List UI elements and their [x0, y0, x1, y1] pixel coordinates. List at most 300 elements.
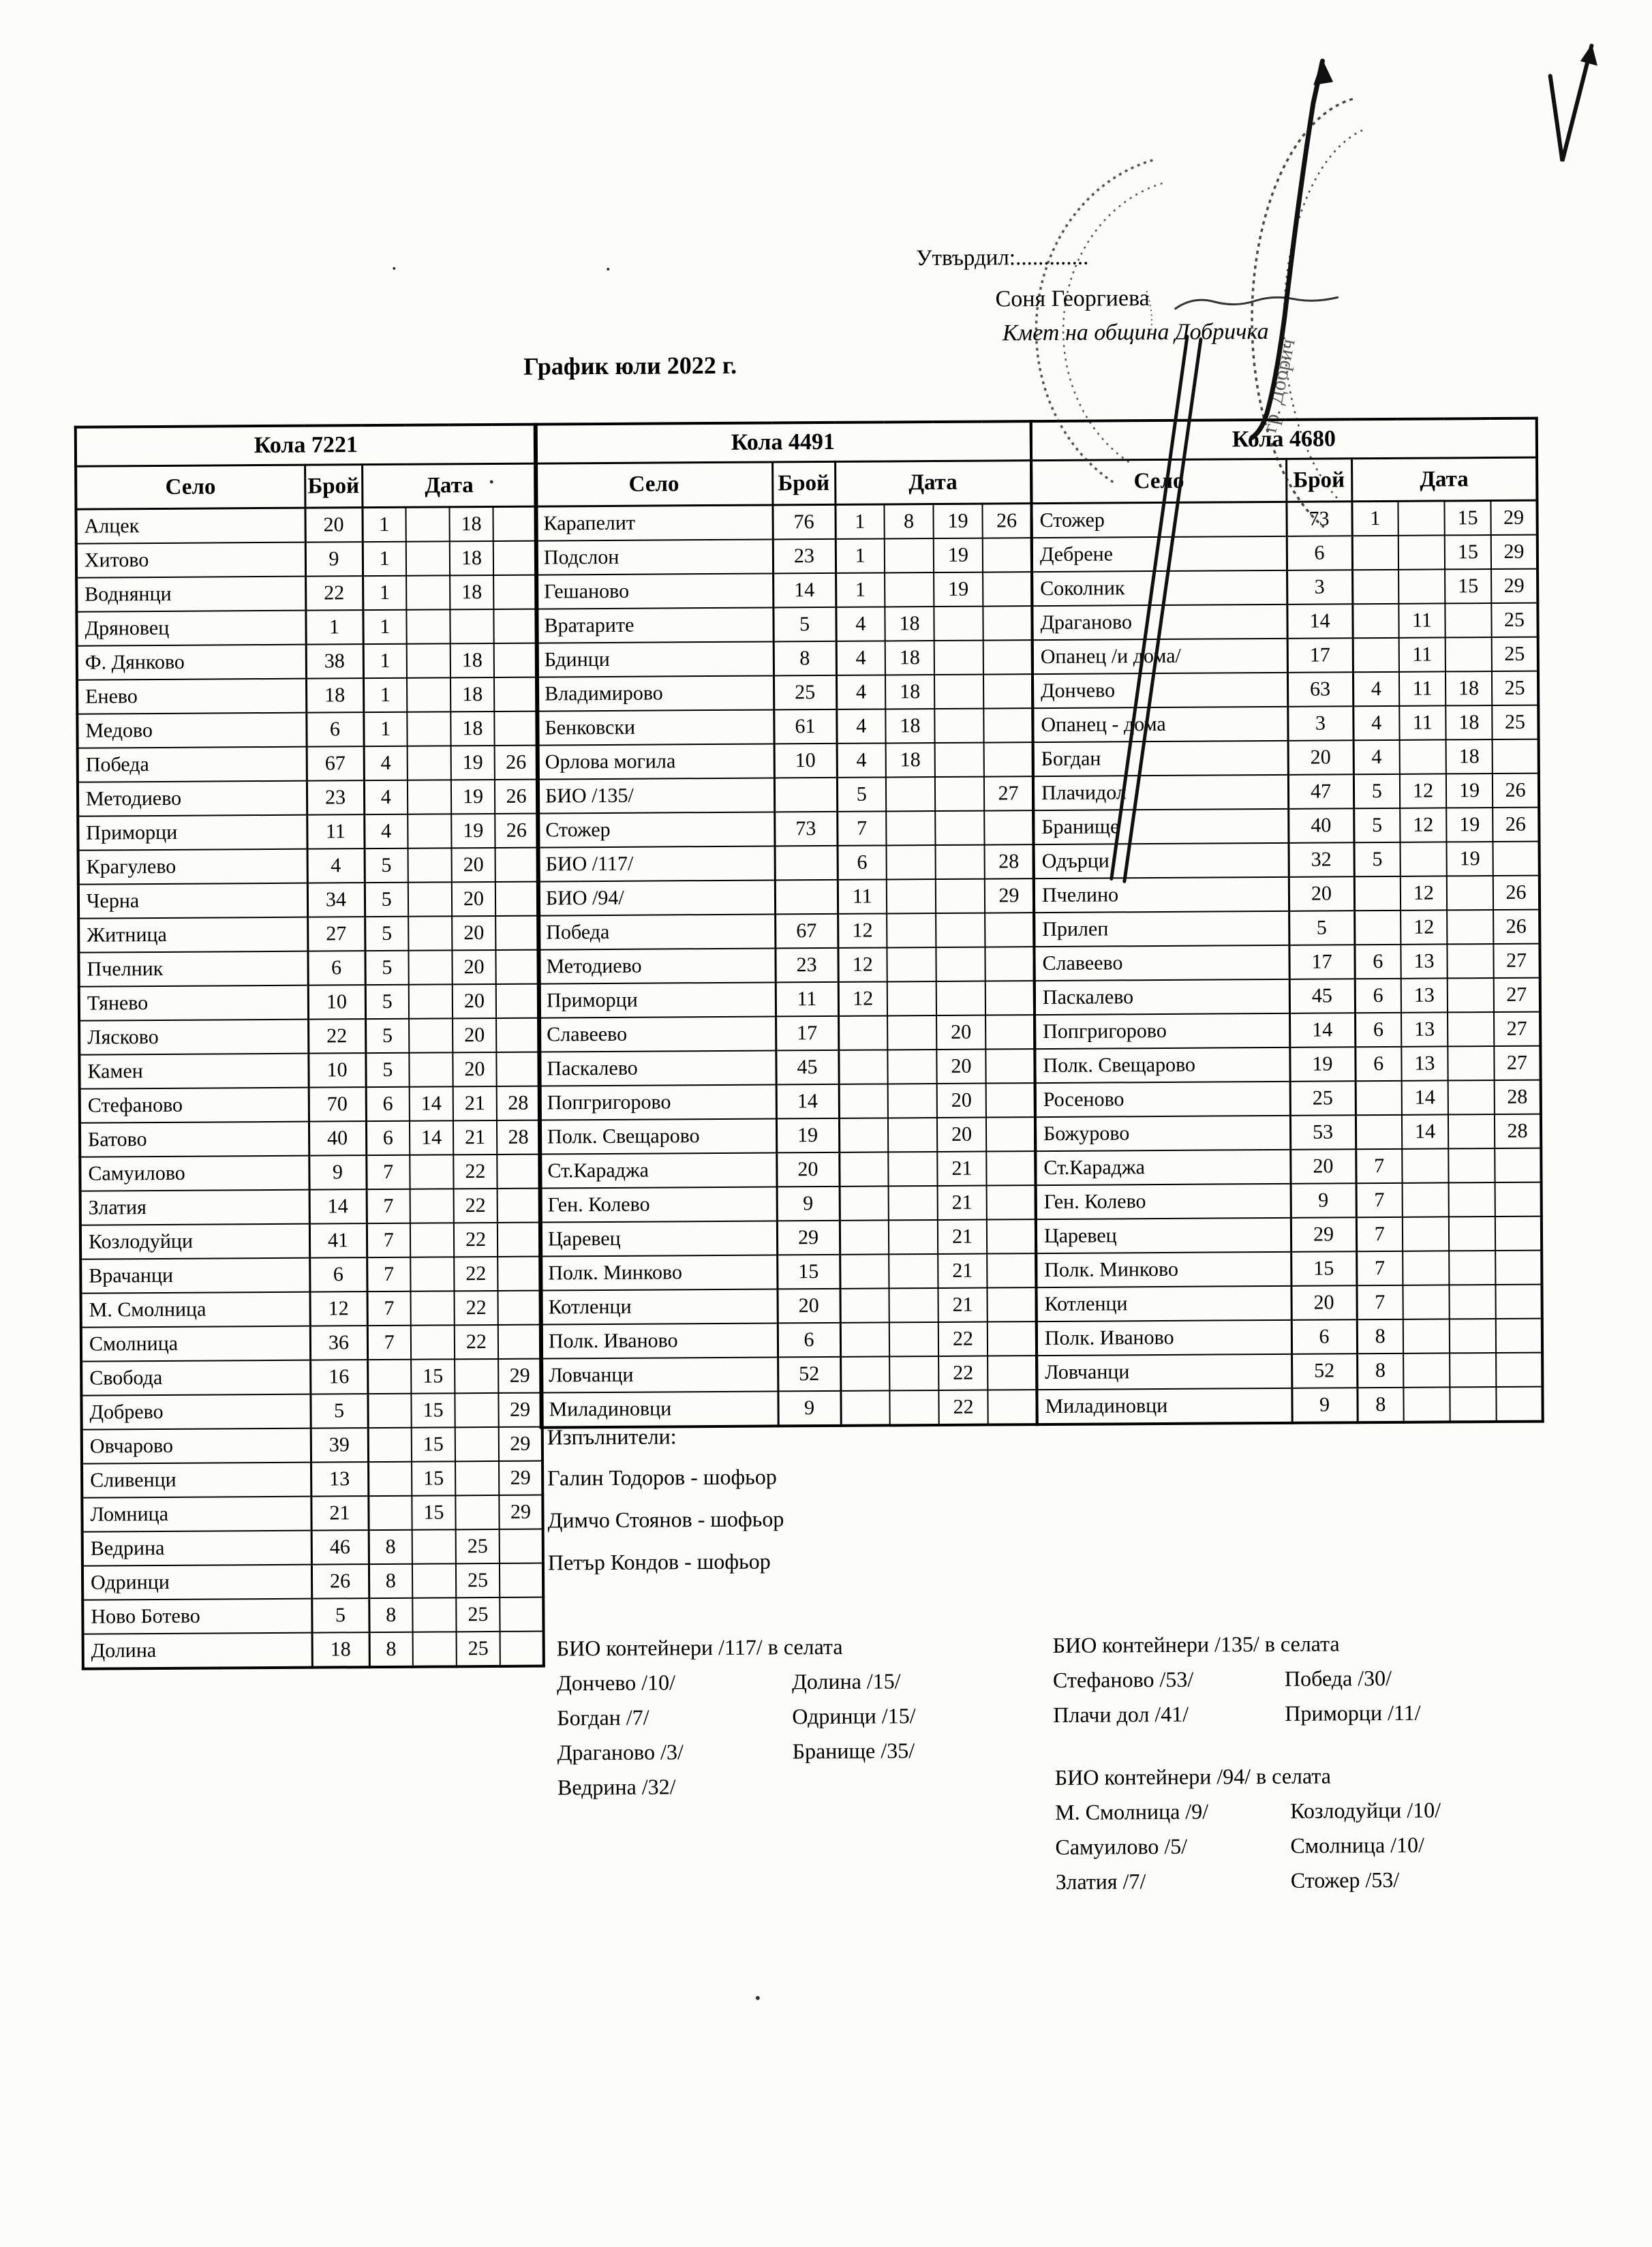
count-cell: 22 [308, 1019, 365, 1054]
date-cell: 18 [450, 643, 494, 677]
village-cell: Дончево [1032, 673, 1287, 708]
table-row [78, 814, 538, 851]
village-cell: Приморци [78, 815, 307, 851]
count-cell: 67 [775, 914, 838, 949]
table-row [82, 1598, 543, 1634]
date-cell [840, 1254, 889, 1288]
table-row [535, 504, 1031, 541]
date-cell [1495, 1217, 1542, 1251]
date-cell: 14 [1402, 1080, 1448, 1114]
date-cell [985, 913, 1034, 947]
bio-village-entry: М. Смолница /9/ [1055, 1799, 1209, 1824]
count-cell: 14 [776, 1084, 839, 1119]
village-header: Село [1031, 459, 1286, 503]
date-cell: 25 [1492, 671, 1538, 705]
date-cell [407, 712, 450, 746]
table-row [540, 1287, 1036, 1324]
village-cell: Гешаново [536, 573, 773, 609]
date-cell: 4 [836, 675, 885, 709]
date-cell: 7 [367, 1326, 411, 1360]
date-cell: 20 [453, 1018, 496, 1052]
date-cell: 25 [1492, 705, 1538, 739]
count-cell: 19 [776, 1118, 839, 1153]
date-cell [983, 708, 1032, 742]
count-cell: 15 [777, 1255, 840, 1289]
date-cell [840, 1356, 889, 1390]
count-cell: 9 [1291, 1183, 1356, 1218]
date-cell [888, 1118, 937, 1152]
bio-section-117 [557, 1634, 917, 1800]
date-cell: 21 [453, 1086, 497, 1120]
village-cell: Полк. Минково [1036, 1252, 1291, 1287]
count-cell: 76 [772, 504, 835, 539]
village-cell: Опанец /и дома/ [1032, 639, 1287, 674]
bio-heading: БИО контейнери /117/ в селата [556, 1634, 843, 1661]
date-cell [498, 1189, 541, 1223]
date-cell: 22 [938, 1322, 988, 1356]
bio-village-entry [793, 1773, 916, 1799]
village-header: Село [535, 462, 772, 506]
village-cell: Царевец [1036, 1218, 1291, 1253]
village-cell: Росеново [1035, 1082, 1290, 1117]
table-row [1032, 671, 1538, 709]
driver-name: Галин Тодоров - шофьор [547, 1464, 777, 1491]
date-cell [935, 743, 984, 777]
table-row [1032, 603, 1538, 641]
count-cell: 17 [1287, 638, 1353, 673]
count-cell: 73 [1286, 502, 1351, 536]
date-cell [1398, 501, 1444, 536]
table-row [540, 1390, 1037, 1427]
date-cell: 19 [1446, 842, 1493, 876]
village-cell: Батово [80, 1122, 309, 1157]
date-cell [887, 981, 936, 1015]
date-cell [455, 1359, 498, 1393]
date-cell [406, 507, 449, 542]
village-cell: Прилеп [1034, 911, 1289, 947]
village-cell: Миладиновци [540, 1391, 778, 1427]
date-cell [840, 1186, 889, 1220]
date-cell: 28 [1495, 1114, 1541, 1148]
count-cell: 20 [1290, 1149, 1356, 1184]
table-row [81, 1291, 542, 1328]
count-cell: 38 [306, 644, 363, 679]
date-cell: 15 [412, 1461, 455, 1495]
count-cell: 8 [774, 641, 836, 676]
count-cell: 52 [778, 1357, 840, 1392]
date-cell: 4 [836, 709, 885, 743]
date-cell: 1 [363, 678, 407, 712]
date-cell: 18 [885, 641, 934, 675]
date-cell [410, 1257, 454, 1291]
count-cell [775, 880, 838, 915]
count-cell: 53 [1290, 1115, 1356, 1150]
date-cell: 19 [451, 780, 495, 814]
date-cell: 26 [495, 780, 538, 814]
count-cell: 20 [777, 1289, 840, 1324]
village-cell: Свобода [81, 1360, 310, 1396]
table-row [1034, 876, 1540, 913]
date-cell [840, 1288, 889, 1322]
table-row [76, 609, 537, 646]
date-cell [1448, 978, 1494, 1012]
table-row [1032, 535, 1538, 572]
count-cell: 5 [311, 1598, 369, 1633]
date-cell: 27 [1493, 944, 1540, 978]
date-cell [1352, 604, 1398, 638]
table-row [79, 984, 540, 1021]
date-cell [889, 1356, 938, 1390]
date-cell: 12 [1401, 876, 1447, 910]
date-cell: 27 [984, 776, 1033, 810]
bio-heading: БИО контейнери /94/ в селата [1054, 1763, 1331, 1790]
table-row [80, 1086, 540, 1123]
village-cell: БИО /94/ [538, 880, 775, 915]
date-cell [889, 1254, 938, 1288]
date-cell: 8 [1357, 1388, 1403, 1422]
date-cell: 29 [499, 1427, 542, 1461]
date-cell [410, 1189, 454, 1223]
table-row [536, 606, 1032, 643]
date-cell [984, 742, 1033, 776]
village-cell: Добрево [81, 1394, 310, 1430]
date-cell [455, 1427, 499, 1461]
date-cell [839, 1152, 888, 1186]
village-cell: М. Смолница [81, 1292, 310, 1328]
bio-village-entry: Стожер /53/ [1290, 1867, 1400, 1893]
date-cell: 20 [452, 950, 495, 984]
date-cell [368, 1496, 412, 1530]
date-cell [1448, 1012, 1494, 1046]
count-cell: 14 [1287, 604, 1352, 639]
date-cell [1495, 1285, 1542, 1319]
village-cell: БИО /135/ [537, 778, 774, 813]
date-cell: 11 [838, 879, 887, 913]
date-cell [455, 1495, 499, 1529]
count-cell: 45 [1289, 979, 1355, 1013]
date-cell: 7 [367, 1291, 410, 1326]
date-cell: 27 [1494, 1012, 1540, 1046]
date-cell [493, 609, 537, 643]
date-cell [985, 981, 1035, 1015]
date-cell [1352, 536, 1398, 570]
date-cell [936, 845, 985, 879]
driver-name: Димчо Стоянов - шофьор [547, 1506, 784, 1533]
table-row [1033, 808, 1539, 845]
date-cell: 18 [885, 709, 934, 743]
date-cell: 22 [453, 1155, 497, 1189]
date-cell: 1 [363, 542, 406, 576]
date-cell [886, 811, 935, 845]
date-cell: 6 [366, 1087, 410, 1121]
date-cell: 8 [369, 1530, 412, 1564]
date-cell [495, 916, 539, 950]
date-cell [887, 845, 936, 879]
village-cell: Лясково [79, 1020, 308, 1055]
village-cell: Ген. Колево [1036, 1184, 1291, 1219]
date-cell: 15 [411, 1393, 455, 1427]
date-cell [985, 1015, 1035, 1049]
date-cell: 13 [1401, 944, 1447, 978]
date-cell [1495, 1182, 1542, 1217]
driver-name: Петър Кондов - шофьор [547, 1548, 771, 1575]
date-cell [1402, 1148, 1448, 1182]
date-cell: 7 [367, 1223, 410, 1257]
date-cell [493, 575, 537, 609]
count-cell: 23 [775, 948, 838, 983]
table-row [1036, 1251, 1542, 1288]
car-title: Кола 4491 [535, 421, 1031, 463]
date-cell: 29 [985, 878, 1034, 913]
date-cell: 4 [836, 641, 885, 675]
count-cell: 5 [1289, 911, 1354, 945]
bio-section-135 [1053, 1631, 1421, 1728]
village-cell: Алцек [76, 508, 305, 544]
count-cell: 63 [1287, 672, 1353, 707]
date-cell: 22 [455, 1325, 498, 1359]
bio-village-entry: Победа /30/ [1284, 1665, 1392, 1691]
date-cell [410, 1223, 454, 1257]
count-cell: 20 [1291, 1285, 1356, 1320]
date-cell [1353, 638, 1399, 672]
date-cell [936, 879, 985, 913]
date-cell: 26 [1493, 910, 1540, 944]
date-cell: 1 [363, 644, 407, 678]
table-row [538, 1049, 1035, 1086]
date-cell: 4 [836, 607, 885, 641]
date-cell [409, 1018, 453, 1052]
count-cell: 32 [1288, 842, 1353, 877]
date-cell: 22 [454, 1223, 498, 1257]
village-cell: Котленци [540, 1289, 777, 1324]
date-cell [1448, 1046, 1494, 1080]
table-row [1034, 842, 1540, 879]
date-cell: 12 [1400, 774, 1446, 808]
village-cell: Ф. Дянково [77, 645, 306, 680]
table-row [76, 541, 537, 578]
date-header: Дата [835, 461, 1031, 505]
count-cell: 70 [309, 1087, 366, 1122]
count-cell: 17 [776, 1016, 838, 1051]
village-cell: Плачидол [1033, 775, 1288, 810]
date-cell: 18 [449, 506, 493, 541]
date-cell: 29 [498, 1393, 542, 1427]
date-cell [1446, 637, 1492, 671]
date-cell [408, 950, 452, 984]
date-cell [889, 1220, 938, 1254]
count-cell: 18 [312, 1632, 369, 1668]
count-cell: 5 [773, 607, 836, 642]
count-cell: 21 [311, 1496, 368, 1531]
date-cell [987, 1287, 1036, 1321]
village-cell: Воднянци [76, 577, 305, 612]
bio-village-entry: Златия /7/ [1055, 1869, 1146, 1894]
date-cell [840, 1390, 889, 1425]
date-cell: 29 [498, 1359, 542, 1393]
date-cell: 22 [454, 1257, 498, 1291]
date-cell: 20 [453, 984, 496, 1018]
date-cell: 5 [365, 985, 409, 1019]
count-cell: 45 [776, 1050, 838, 1085]
date-cell [1354, 911, 1401, 945]
village-cell: Победа [78, 747, 307, 782]
count-cell: 10 [774, 744, 837, 778]
village-cell: Победа [538, 914, 775, 949]
date-cell: 26 [495, 814, 538, 848]
village-cell: Дебрене [1032, 536, 1287, 572]
date-cell [1450, 1353, 1496, 1387]
date-cell: 6 [1355, 1013, 1401, 1047]
count-cell: 46 [311, 1530, 369, 1565]
table-row [538, 947, 1034, 983]
date-cell [985, 947, 1034, 981]
village-cell: Полк. Иваново [1037, 1320, 1291, 1356]
date-cell [495, 950, 539, 984]
date-cell [889, 1390, 938, 1425]
date-cell [936, 913, 985, 947]
date-cell [410, 1155, 453, 1189]
date-cell: 18 [885, 607, 934, 641]
date-cell: 25 [1492, 637, 1538, 671]
table-row [76, 506, 536, 544]
date-cell [455, 1461, 499, 1495]
date-cell [1449, 1217, 1495, 1251]
village-cell: Полк. Иваново [540, 1323, 778, 1358]
village-cell: Врачанци [80, 1258, 309, 1294]
date-cell: 29 [499, 1495, 542, 1529]
date-cell: 20 [936, 1015, 985, 1050]
count-cell: 25 [774, 675, 836, 710]
table-row [1037, 1353, 1542, 1390]
date-cell: 4 [837, 743, 886, 777]
table-row [77, 712, 538, 748]
table-row [1031, 500, 1537, 538]
count-cell: 22 [305, 576, 363, 611]
date-cell [368, 1462, 412, 1496]
table-row [81, 1393, 542, 1430]
date-cell [934, 607, 983, 641]
count-cell: 6 [306, 712, 363, 747]
date-cell: 14 [1402, 1114, 1448, 1148]
date-cell: 12 [838, 913, 887, 947]
date-cell: 7 [1356, 1183, 1403, 1217]
date-cell: 11 [1399, 705, 1446, 739]
date-cell [1403, 1319, 1450, 1353]
date-cell: 15 [412, 1427, 455, 1461]
table-row [1035, 1012, 1540, 1050]
village-cell: Попгригорово [539, 1084, 776, 1120]
date-cell [889, 1186, 938, 1220]
date-cell [1450, 1319, 1496, 1353]
date-cell [406, 575, 450, 609]
table-row [537, 810, 1033, 847]
village-cell: Пчелино [1034, 877, 1289, 913]
date-cell: 20 [452, 882, 495, 916]
bio-village-entry: Самуилово /5/ [1055, 1833, 1188, 1859]
bio-village-entry: Бранище /35/ [792, 1738, 915, 1764]
table-row [1037, 1319, 1542, 1356]
date-cell [1447, 910, 1493, 944]
table-row [82, 1495, 542, 1532]
date-cell: 14 [410, 1120, 453, 1155]
date-cell: 22 [938, 1390, 988, 1425]
date-cell [1403, 1217, 1449, 1251]
village-cell: Крагулево [78, 849, 307, 885]
date-cell [1400, 842, 1446, 876]
count-cell: 25 [1290, 1081, 1356, 1116]
date-cell [1448, 1080, 1495, 1114]
count-cell: 6 [307, 951, 365, 985]
date-cell [1403, 1285, 1449, 1319]
date-cell: 13 [1401, 1046, 1448, 1080]
table-row [538, 878, 1034, 915]
date-cell: 20 [936, 1050, 985, 1084]
date-cell: 12 [838, 981, 887, 1015]
date-cell: 29 [1490, 500, 1537, 535]
date-cell [495, 848, 539, 882]
bio-section-94 [1055, 1763, 1441, 1895]
table-row [81, 1359, 542, 1396]
table-row [1035, 1080, 1541, 1118]
date-cell [983, 572, 1032, 606]
date-cell: 13 [1401, 978, 1448, 1012]
village-cell: Подслон [536, 539, 773, 575]
count-cell: 13 [311, 1462, 368, 1497]
table-row [1036, 1285, 1542, 1322]
date-cell: 25 [456, 1529, 500, 1563]
date-cell: 19 [451, 814, 495, 848]
date-cell: 20 [937, 1084, 986, 1118]
date-cell: 18 [1446, 705, 1492, 739]
date-cell: 1 [363, 712, 407, 746]
table-row [80, 1257, 541, 1294]
date-cell: 11 [1398, 603, 1445, 637]
count-cell: 9 [305, 542, 363, 577]
date-cell: 18 [450, 541, 493, 575]
date-cell: 8 [369, 1598, 412, 1632]
date-cell [935, 777, 984, 811]
date-cell: 15 [412, 1495, 455, 1529]
bio-list [1055, 1798, 1441, 1895]
table-row [1035, 1046, 1540, 1084]
date-cell [983, 606, 1032, 640]
count-cell: 73 [774, 812, 837, 846]
date-cell [1449, 1285, 1495, 1319]
date-cell [840, 1220, 889, 1254]
date-cell: 7 [1356, 1251, 1403, 1285]
table-row [78, 916, 539, 953]
date-cell: 8 [1357, 1354, 1403, 1388]
schedule-table-car-7221 [74, 423, 545, 1670]
date-cell [1403, 1182, 1449, 1217]
village-cell: Ведрина [82, 1531, 311, 1566]
table-row [83, 1632, 544, 1669]
village-cell: Смолница [81, 1326, 310, 1362]
date-cell: 22 [454, 1189, 498, 1223]
count-cell: 15 [1291, 1251, 1356, 1286]
village-cell: Черна [78, 883, 307, 919]
date-cell [838, 1050, 887, 1084]
table-row [82, 1529, 543, 1566]
date-cell [985, 1049, 1035, 1083]
date-cell: 21 [453, 1120, 497, 1155]
village-cell: Царевец [540, 1221, 777, 1256]
date-cell: 11 [1399, 671, 1446, 705]
date-cell [1450, 1387, 1496, 1422]
table-row [79, 1052, 540, 1089]
date-cell: 5 [365, 1019, 409, 1053]
date-cell [500, 1563, 543, 1598]
